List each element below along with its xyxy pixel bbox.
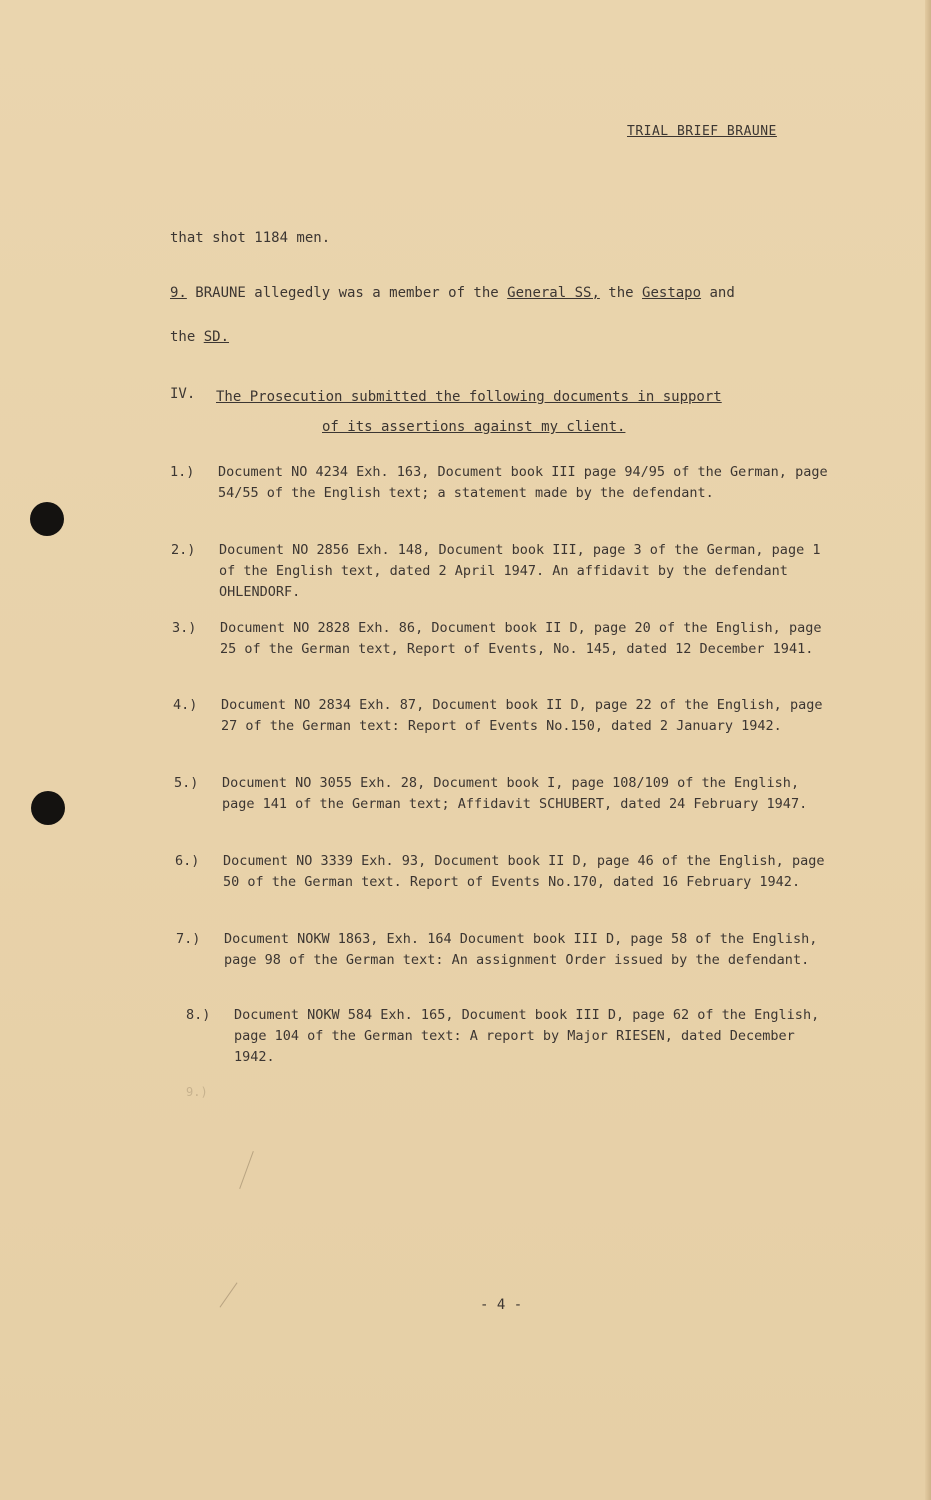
paragraph-9-number: 9. (170, 285, 187, 301)
section-number: IV. (170, 386, 196, 402)
list-item-text: Document NO 3055 Exh. 28, Document book I, page 108/109 of the English, page 141 of the German text; Affidavit SCHUBERT, dated 24 February 1947. (222, 775, 808, 812)
paragraph-9-text: and (701, 285, 735, 301)
list-item-text: Document NO 3339 Exh. 93, Document book II D, page 46 of the English, page 50 of the German text. Report of Events No.170, dated 16 February 1942. (223, 853, 825, 890)
page-number: - 4 - (480, 1297, 523, 1313)
faint-list-number: 9.) (186, 1085, 208, 1099)
paragraph-9-text: the (599, 285, 643, 301)
general-ss-term: General SS, (507, 285, 600, 301)
list-item-text: Document NO 2834 Exh. 87, Document book II D, page 22 of the English, page 27 of the German text: Report of Events No.150, dated 2 January 1942. (221, 697, 823, 734)
paragraph-9-text: BRAUNE allegedly was a member of the (186, 285, 508, 301)
list-item-text: Document NO 2828 Exh. 86, Document book II D, page 20 of the English, page 25 of the German text, Report of Events, No. 145, dated 12 December 1941. (220, 620, 822, 657)
list-item-number: 2.) (171, 542, 196, 558)
list-item-number: 7.) (176, 931, 201, 947)
section-title-line1: The Prosecution submitted the following documents in support (216, 389, 722, 405)
list-item-text: Document NO 4234 Exh. 163, Document book III page 94/95 of the German, page 54/55 of the English text; a statement made by the defendant. (218, 464, 828, 501)
continuation-line: that shot 1184 men. (170, 230, 331, 246)
document-header: TRIAL BRIEF BRAUNE (627, 124, 777, 139)
list-item-number: 4.) (173, 697, 198, 713)
section-title-line2: of its assertions against my client. (322, 419, 626, 435)
paragraph-9-text: the (170, 329, 204, 345)
gestapo-term: Gestapo (642, 285, 702, 301)
section-title (216, 382, 806, 442)
list-item-number: 5.) (174, 775, 199, 791)
punch-hole-bottom (31, 791, 65, 825)
paragraph-9-line1 (170, 285, 735, 301)
sd-term: SD. (203, 329, 230, 345)
list-item-number: 1.) (170, 464, 195, 480)
list-item-number: 6.) (175, 853, 200, 869)
paragraph-9-line2 (170, 329, 229, 345)
list-item-text: Document NO 2856 Exh. 148, Document book III, page 3 of the German, page 1 of the English text, dated 2 April 1947. An affidavit by the defendant OHLENDORF. (219, 542, 821, 600)
paper-edge (925, 0, 931, 1500)
punch-hole-top (30, 502, 64, 536)
list-item-text: Document NOKW 584 Exh. 165, Document book III D, page 62 of the English, page 104 of the German text: A report by Major RIESEN, dated December 1942. (234, 1007, 820, 1065)
list-item-number: 3.) (172, 620, 197, 636)
list-item-number: 8.) (186, 1007, 211, 1023)
list-item-text: Document NOKW 1863, Exh. 164 Document book III D, page 58 of the English, page 98 of the German text: An assignment Order issued by the defendant. (224, 931, 818, 968)
